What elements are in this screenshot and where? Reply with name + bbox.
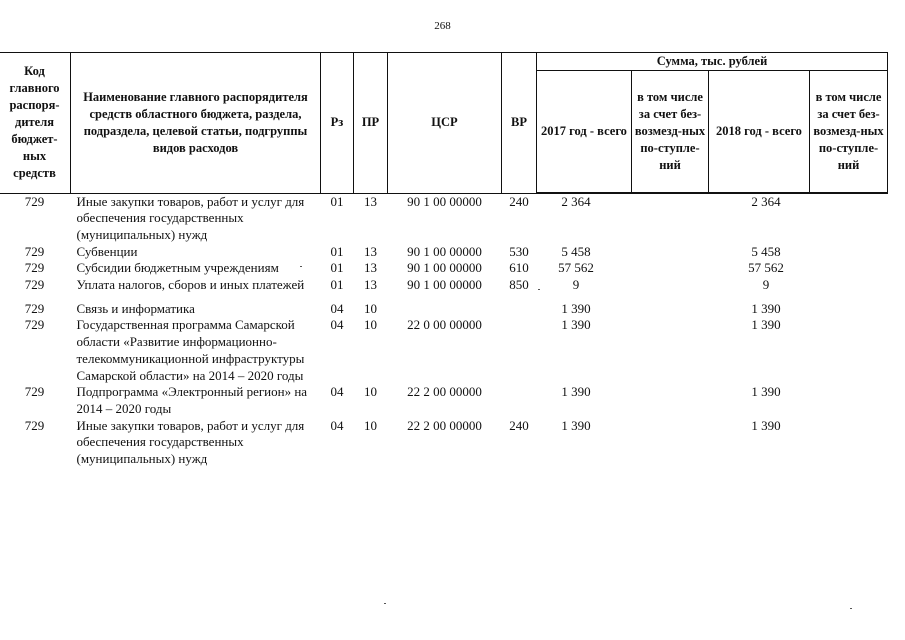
table-row bbox=[0, 301, 888, 318]
header-sum-group: Сумма, тыс. рублей bbox=[537, 53, 888, 71]
cell-gratuitous-2017 bbox=[632, 317, 709, 384]
cell-name: Связь и информатика bbox=[76, 300, 195, 316]
cell-rz: 04 bbox=[330, 317, 344, 333]
cell-code: 729 bbox=[24, 277, 45, 293]
cell-name: Субвенции bbox=[76, 243, 138, 259]
cell-pr: 10 bbox=[364, 384, 377, 400]
cell-csr bbox=[388, 301, 502, 318]
table-row bbox=[0, 244, 888, 261]
cell-rz: 04 bbox=[330, 384, 344, 400]
cell-code: 729 bbox=[24, 193, 45, 209]
cell-gratuitous-2017 bbox=[632, 260, 709, 277]
cell-pr: 13 bbox=[364, 243, 377, 259]
header-code: Код главного распоря-дителя бюджет-ных средств bbox=[0, 53, 71, 194]
scan-speck bbox=[384, 603, 386, 604]
cell-gratuitous-2017 bbox=[632, 301, 709, 318]
table-row bbox=[0, 418, 888, 468]
header-csr: ЦСР bbox=[388, 53, 502, 194]
cell-rz: 01 bbox=[330, 260, 344, 276]
cell-sum-2018: 1 390 bbox=[751, 300, 781, 316]
header-2017-total: 2017 год - всего bbox=[537, 71, 632, 194]
cell-gratuitous-2018 bbox=[810, 301, 888, 318]
cell-name: Иные закупки товаров, работ и услуг для обеспечения государственных (муниципальных) нужд bbox=[76, 193, 305, 242]
cell-sum-2018: 1 390 bbox=[751, 317, 781, 333]
cell-code: 729 bbox=[24, 243, 45, 259]
cell-sum-2018: 1 390 bbox=[751, 384, 781, 400]
table-body bbox=[0, 193, 888, 468]
cell-rz: 01 bbox=[330, 193, 344, 209]
cell-sum-2017: 57 562 bbox=[558, 260, 594, 276]
cell-rz: 04 bbox=[330, 417, 344, 433]
cell-sum-2017: 9 bbox=[572, 277, 580, 293]
cell-gratuitous-2018 bbox=[810, 193, 888, 244]
row-spacer bbox=[0, 294, 888, 301]
cell-gratuitous-2018 bbox=[810, 277, 888, 294]
cell-gratuitous-2017 bbox=[632, 418, 709, 468]
cell-code: 729 bbox=[24, 384, 45, 400]
cell-vr: 610 bbox=[509, 260, 529, 276]
cell-code: 729 bbox=[24, 317, 45, 333]
cell-vr: 530 bbox=[509, 243, 529, 259]
budget-table bbox=[0, 52, 888, 468]
scan-speck bbox=[300, 266, 302, 267]
cell-name: Уплата налогов, сборов и иных платежей bbox=[76, 277, 305, 293]
cell-gratuitous-2017 bbox=[632, 277, 709, 294]
cell-vr bbox=[502, 384, 537, 417]
cell-rz: 01 bbox=[330, 277, 344, 293]
cell-sum-2017: 1 390 bbox=[561, 417, 591, 433]
page-number: 268 bbox=[434, 20, 451, 32]
cell-gratuitous-2018 bbox=[810, 384, 888, 417]
table-header bbox=[0, 53, 888, 194]
table-row bbox=[0, 260, 888, 277]
scan-speck bbox=[850, 608, 852, 609]
cell-gratuitous-2017 bbox=[632, 384, 709, 417]
cell-vr: 240 bbox=[509, 193, 529, 209]
cell-sum-2018: 1 390 bbox=[751, 417, 781, 433]
cell-sum-2017: 1 390 bbox=[561, 384, 591, 400]
cell-gratuitous-2018 bbox=[810, 317, 888, 384]
cell-pr: 10 bbox=[364, 317, 377, 333]
table-row bbox=[0, 317, 888, 384]
cell-csr: 90 1 00 00000 bbox=[407, 243, 482, 259]
cell-sum-2018: 2 364 bbox=[751, 194, 781, 209]
scan-speck bbox=[538, 289, 540, 290]
cell-csr: 90 1 00 00000 bbox=[407, 277, 482, 293]
cell-sum-2017: 1 390 bbox=[561, 317, 591, 333]
cell-sum-2017: 1 390 bbox=[561, 300, 591, 316]
header-2018-total: 2018 год - всего bbox=[709, 71, 810, 194]
header-vr: ВР bbox=[502, 53, 537, 194]
header-rz: Рз bbox=[321, 53, 354, 194]
cell-gratuitous-2017 bbox=[632, 244, 709, 261]
cell-gratuitous-2018 bbox=[810, 260, 888, 277]
cell-sum-2018: 57 562 bbox=[748, 260, 784, 276]
cell-pr: 13 bbox=[364, 277, 377, 293]
cell-pr: 10 bbox=[364, 300, 377, 316]
cell-name: Государственная программа Самарской области «Развитие информационно-телекоммуникационной инфраструктуры Самарской области» на 2014 – 2020 годы bbox=[76, 317, 305, 383]
cell-sum-2017: 5 458 bbox=[561, 243, 591, 259]
cell-code: 729 bbox=[24, 417, 45, 433]
cell-rz: 01 bbox=[330, 243, 344, 259]
cell-csr: 22 2 00 00000 bbox=[407, 384, 482, 400]
cell-vr bbox=[502, 301, 537, 318]
header-2018-gratuitous: в том числе за счет без-возмезд-ных по-ступле-ний bbox=[810, 71, 888, 194]
cell-vr: 240 bbox=[509, 417, 529, 433]
cell-pr: 13 bbox=[364, 193, 377, 209]
cell-name: Субсидии бюджетным учреждениям bbox=[76, 260, 279, 276]
spacer-cell bbox=[0, 294, 888, 301]
cell-csr: 90 1 00 00000 bbox=[407, 193, 482, 209]
cell-gratuitous-2017 bbox=[632, 193, 709, 244]
cell-sum-2017: 2 364 bbox=[561, 194, 591, 209]
cell-vr: 850 bbox=[509, 277, 529, 293]
header-name: Наименование главного распорядителя средств областного бюджета, раздела, подраздела, целевой статьи, подгруппы видов расходов bbox=[71, 53, 321, 194]
cell-sum-2018: 9 bbox=[762, 277, 770, 293]
cell-vr bbox=[502, 317, 537, 384]
cell-pr: 10 bbox=[364, 417, 377, 433]
cell-pr: 13 bbox=[364, 260, 377, 276]
cell-csr: 22 0 00 00000 bbox=[407, 317, 482, 333]
cell-name: Иные закупки товаров, работ и услуг для обеспечения государственных (муниципальных) нужд bbox=[76, 417, 305, 467]
table-row bbox=[0, 193, 888, 244]
cell-sum-2018: 5 458 bbox=[751, 243, 781, 259]
table-row bbox=[0, 277, 888, 294]
cell-name: Подпрограмма «Электронный регион» на 2014 – 2020 годы bbox=[76, 384, 308, 416]
cell-gratuitous-2018 bbox=[810, 244, 888, 261]
header-2017-gratuitous: в том числе за счет без-возмезд-ных по-ступле-ний bbox=[632, 71, 709, 194]
cell-code: 729 bbox=[24, 260, 45, 276]
cell-gratuitous-2018 bbox=[810, 418, 888, 468]
cell-rz: 04 bbox=[330, 300, 344, 316]
cell-csr: 22 2 00 00000 bbox=[407, 417, 482, 433]
table-row bbox=[0, 384, 888, 417]
cell-csr: 90 1 00 00000 bbox=[407, 260, 482, 276]
header-pr: ПР bbox=[354, 53, 388, 194]
cell-code: 729 bbox=[24, 300, 45, 316]
